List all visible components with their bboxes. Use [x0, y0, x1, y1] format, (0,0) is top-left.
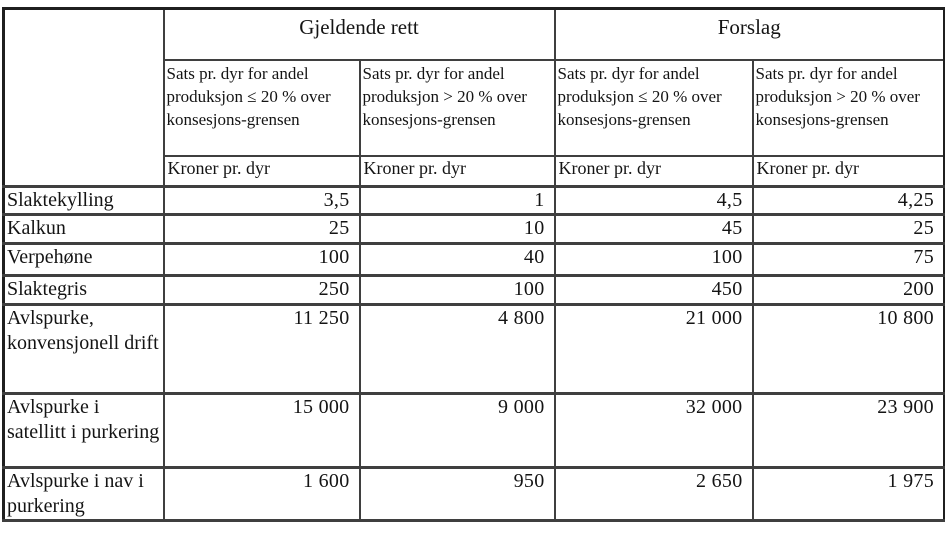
value-cell: 200: [753, 276, 945, 305]
group-header-forslag: Forslag: [555, 9, 945, 60]
row-label: Slaktegris: [4, 276, 164, 305]
value-cell: 2 650: [555, 468, 753, 521]
value-cell: 950: [360, 468, 555, 521]
subheader-forslag-gt20: Sats pr. dyr for andel produksjon > 20 % over konsesjons-grensen: [753, 60, 945, 156]
value-cell: 11 250: [164, 305, 360, 394]
table-row-slaktekylling: [4, 187, 945, 215]
value-cell: 25: [753, 215, 945, 244]
row-label: Avlspurke i nav i purkering: [4, 468, 164, 521]
value-cell: 450: [555, 276, 753, 305]
value-cell: 1 600: [164, 468, 360, 521]
row-label: Slaktekylling: [4, 187, 164, 215]
value-cell: 32 000: [555, 394, 753, 468]
value-cell: 1 975: [753, 468, 945, 521]
row-label: Avlspurke, konvensjonell drift: [4, 305, 164, 394]
table-row-avlspurke-nav: [4, 468, 945, 521]
value-cell: 10 800: [753, 305, 945, 394]
table-row-verpehone: [4, 244, 945, 276]
value-cell: 23 900: [753, 394, 945, 468]
value-cell: 10: [360, 215, 555, 244]
subheader-gjeldende-le20: Sats pr. dyr for andel produksjon ≤ 20 % over konsesjons-grensen: [164, 60, 360, 156]
unit-header: Kroner pr. dyr: [753, 156, 945, 187]
row-label: Kalkun: [4, 215, 164, 244]
value-cell: 4,25: [753, 187, 945, 215]
unit-header: Kroner pr. dyr: [164, 156, 360, 187]
unit-header: Kroner pr. dyr: [555, 156, 753, 187]
value-cell: 25: [164, 215, 360, 244]
subheader-gjeldende-gt20: Sats pr. dyr for andel produksjon > 20 % over konsesjons-grensen: [360, 60, 555, 156]
value-cell: 9 000: [360, 394, 555, 468]
value-cell: 100: [555, 244, 753, 276]
table-row-kalkun: [4, 215, 945, 244]
table-row-slaktegris: [4, 276, 945, 305]
subheader-forslag-le20: Sats pr. dyr for andel produksjon ≤ 20 % over konsesjons-grensen: [555, 60, 753, 156]
value-cell: 3,5: [164, 187, 360, 215]
value-cell: 40: [360, 244, 555, 276]
value-cell: 4,5: [555, 187, 753, 215]
row-label: Avlspurke i satellitt i purkering: [4, 394, 164, 468]
table-row-avlspurke-konvensjonell: [4, 305, 945, 394]
value-cell: 15 000: [164, 394, 360, 468]
table-row-avlspurke-satellitt: [4, 394, 945, 468]
satser-table: [2, 7, 945, 522]
row-label: Verpehøne: [4, 244, 164, 276]
value-cell: 75: [753, 244, 945, 276]
group-header-gjeldende-rett: Gjeldende rett: [164, 9, 555, 60]
value-cell: 4 800: [360, 305, 555, 394]
unit-header: Kroner pr. dyr: [360, 156, 555, 187]
value-cell: 21 000: [555, 305, 753, 394]
value-cell: 100: [360, 276, 555, 305]
value-cell: 1: [360, 187, 555, 215]
value-cell: 250: [164, 276, 360, 305]
corner-cell: [4, 9, 164, 187]
value-cell: 45: [555, 215, 753, 244]
group-header-row: [4, 9, 945, 60]
value-cell: 100: [164, 244, 360, 276]
